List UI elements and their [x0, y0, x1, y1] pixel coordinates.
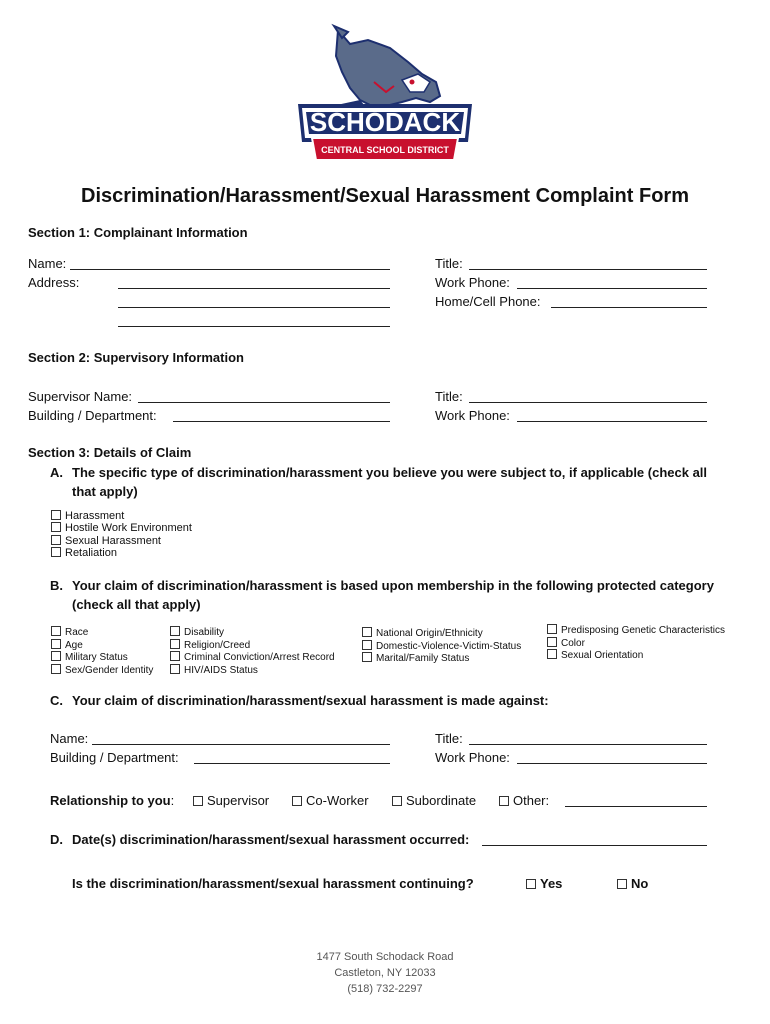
supervisor-title-label: Title: — [435, 389, 463, 404]
form-title: Discrimination/Harassment/Sexual Harassment Complaint Form — [81, 185, 689, 207]
checkbox[interactable] — [51, 522, 61, 532]
checkbox[interactable] — [499, 796, 509, 806]
question-d-text: Date(s) discrimination/harassment/sexual harassment occurred: — [72, 832, 470, 847]
continuing-no-option[interactable]: No — [617, 876, 648, 892]
footer-address-line1: 1477 South Schodack Road — [316, 951, 454, 963]
checkbox[interactable] — [51, 626, 61, 636]
checkbox[interactable] — [170, 664, 180, 674]
respondent-work-phone-field[interactable] — [517, 763, 707, 764]
relationship-colon: : — [170, 793, 175, 808]
checkbox[interactable] — [617, 879, 627, 889]
respondent-building-field[interactable] — [194, 763, 390, 764]
supervisor-work-phone-field[interactable] — [517, 421, 707, 422]
b-option-color[interactable]: Color — [547, 637, 585, 650]
relationship-option-subordinate[interactable]: Subordinate — [392, 793, 476, 809]
b-option-marital-family-status[interactable]: Marital/Family Status — [362, 652, 469, 665]
relationship-option-other[interactable]: Other: — [499, 793, 549, 809]
relationship-option-supervisor[interactable]: Supervisor — [193, 793, 269, 809]
checkbox[interactable] — [51, 651, 61, 661]
dates-occurred-field[interactable] — [482, 845, 707, 846]
checkbox[interactable] — [526, 879, 536, 889]
b-option-age[interactable]: Age — [51, 639, 83, 652]
checkbox[interactable] — [193, 796, 203, 806]
b-option-disability[interactable]: Disability — [170, 626, 224, 639]
question-b-prefix: B. — [50, 578, 63, 593]
a-option-sexual-harassment[interactable]: Sexual Harassment — [51, 535, 161, 548]
b-option-sex-gender-identity[interactable]: Sex/Gender Identity — [51, 664, 153, 677]
b-option-military-status[interactable]: Military Status — [51, 651, 128, 664]
footer-phone: (518) 732-2297 — [347, 983, 423, 995]
logo-school-name: SCHODACK — [309, 107, 461, 137]
b-option-domestic-violence-victim[interactable]: Domestic-Violence-Victim-Status — [362, 640, 521, 653]
respondent-name-field[interactable] — [92, 744, 390, 745]
checkbox[interactable] — [392, 796, 402, 806]
question-d-prefix: D. — [50, 832, 63, 847]
complainant-work-phone-label: Work Phone: — [435, 275, 510, 290]
supervisor-title-field[interactable] — [469, 402, 707, 403]
supervisor-building-label: Building / Department: — [28, 408, 157, 423]
checkbox[interactable] — [51, 639, 61, 649]
complainant-title-field[interactable] — [469, 269, 707, 270]
a-option-hostile-work-environment[interactable]: Hostile Work Environment — [51, 522, 192, 535]
footer-address-line2: Castleton, NY 12033 — [334, 967, 436, 979]
checkbox[interactable] — [51, 510, 61, 520]
supervisor-name-field[interactable] — [138, 402, 390, 403]
complainant-address-field-3[interactable] — [118, 326, 390, 327]
logo-district-name: CENTRAL SCHOOL DISTRICT — [321, 145, 449, 155]
checkbox[interactable] — [547, 624, 557, 634]
complainant-address-field-1[interactable] — [118, 288, 390, 289]
a-option-retaliation[interactable]: Retaliation — [51, 547, 117, 560]
checkbox[interactable] — [170, 639, 180, 649]
relationship-option-co-worker[interactable]: Co-Worker — [292, 793, 369, 809]
checkbox[interactable] — [292, 796, 302, 806]
checkbox[interactable] — [170, 651, 180, 661]
checkbox[interactable] — [51, 664, 61, 674]
question-c-prefix: C. — [50, 693, 63, 708]
checkbox[interactable] — [547, 649, 557, 659]
supervisor-name-label: Supervisor Name: — [28, 389, 133, 404]
b-option-predisposing-genetic[interactable]: Predisposing Genetic Characteristics — [547, 624, 725, 637]
b-option-criminal-conviction[interactable]: Criminal Conviction/Arrest Record — [170, 651, 335, 664]
a-option-harassment[interactable]: Harassment — [51, 510, 124, 523]
checkbox[interactable] — [547, 637, 557, 647]
continuing-question: Is the discrimination/harassment/sexual harassment continuing? — [72, 876, 474, 891]
complainant-address-field-2[interactable] — [118, 307, 390, 308]
checkbox[interactable] — [51, 535, 61, 545]
district-logo — [290, 22, 480, 167]
question-b-text-line1: Your claim of discrimination/harassment is based upon membership in the following protected category — [72, 578, 714, 593]
complainant-home-phone-field[interactable] — [551, 307, 707, 308]
respondent-building-label: Building / Department: — [50, 750, 179, 765]
b-option-sexual-orientation[interactable]: Sexual Orientation — [547, 649, 643, 662]
question-a-text-line2: that apply) — [72, 484, 138, 499]
respondent-title-label: Title: — [435, 731, 463, 746]
checkbox[interactable] — [362, 627, 372, 637]
section1-heading: Section 1: Complainant Information — [28, 225, 248, 240]
checkbox[interactable] — [362, 640, 372, 650]
relationship-label: Relationship to you — [50, 793, 171, 808]
question-a-text-line1: The specific type of discrimination/harassment you believe you were subject to, if applicable (check all — [72, 465, 708, 480]
respondent-work-phone-label: Work Phone: — [435, 750, 510, 765]
complainant-address-label: Address: — [28, 275, 80, 290]
complainant-work-phone-field[interactable] — [517, 288, 707, 289]
b-option-national-origin[interactable]: National Origin/Ethnicity — [362, 627, 483, 640]
question-b-text-line2: (check all that apply) — [72, 597, 201, 612]
checkbox[interactable] — [362, 652, 372, 662]
relationship-row — [50, 793, 174, 809]
complainant-title-label: Title: — [435, 256, 463, 271]
checkbox[interactable] — [51, 547, 61, 557]
b-option-race[interactable]: Race — [51, 626, 88, 639]
complainant-name-label: Name: — [28, 256, 67, 271]
checkbox[interactable] — [170, 626, 180, 636]
complainant-home-phone-label: Home/Cell Phone: — [435, 294, 541, 309]
question-a-prefix: A. — [50, 465, 63, 480]
complainant-name-field[interactable] — [70, 269, 390, 270]
relationship-other-field[interactable] — [565, 806, 707, 807]
respondent-name-label: Name: — [50, 731, 89, 746]
supervisor-building-field[interactable] — [173, 421, 390, 422]
b-option-hiv-aids-status[interactable]: HIV/AIDS Status — [170, 664, 258, 677]
section2-heading: Section 2: Supervisory Information — [28, 350, 244, 365]
respondent-title-field[interactable] — [469, 744, 707, 745]
b-option-religion-creed[interactable]: Religion/Creed — [170, 639, 250, 652]
supervisor-work-phone-label: Work Phone: — [435, 408, 510, 423]
continuing-yes-option[interactable]: Yes — [526, 876, 562, 892]
section3-heading: Section 3: Details of Claim — [28, 445, 192, 460]
question-c-text: Your claim of discrimination/harassment/sexual harassment is made against: — [72, 693, 549, 708]
